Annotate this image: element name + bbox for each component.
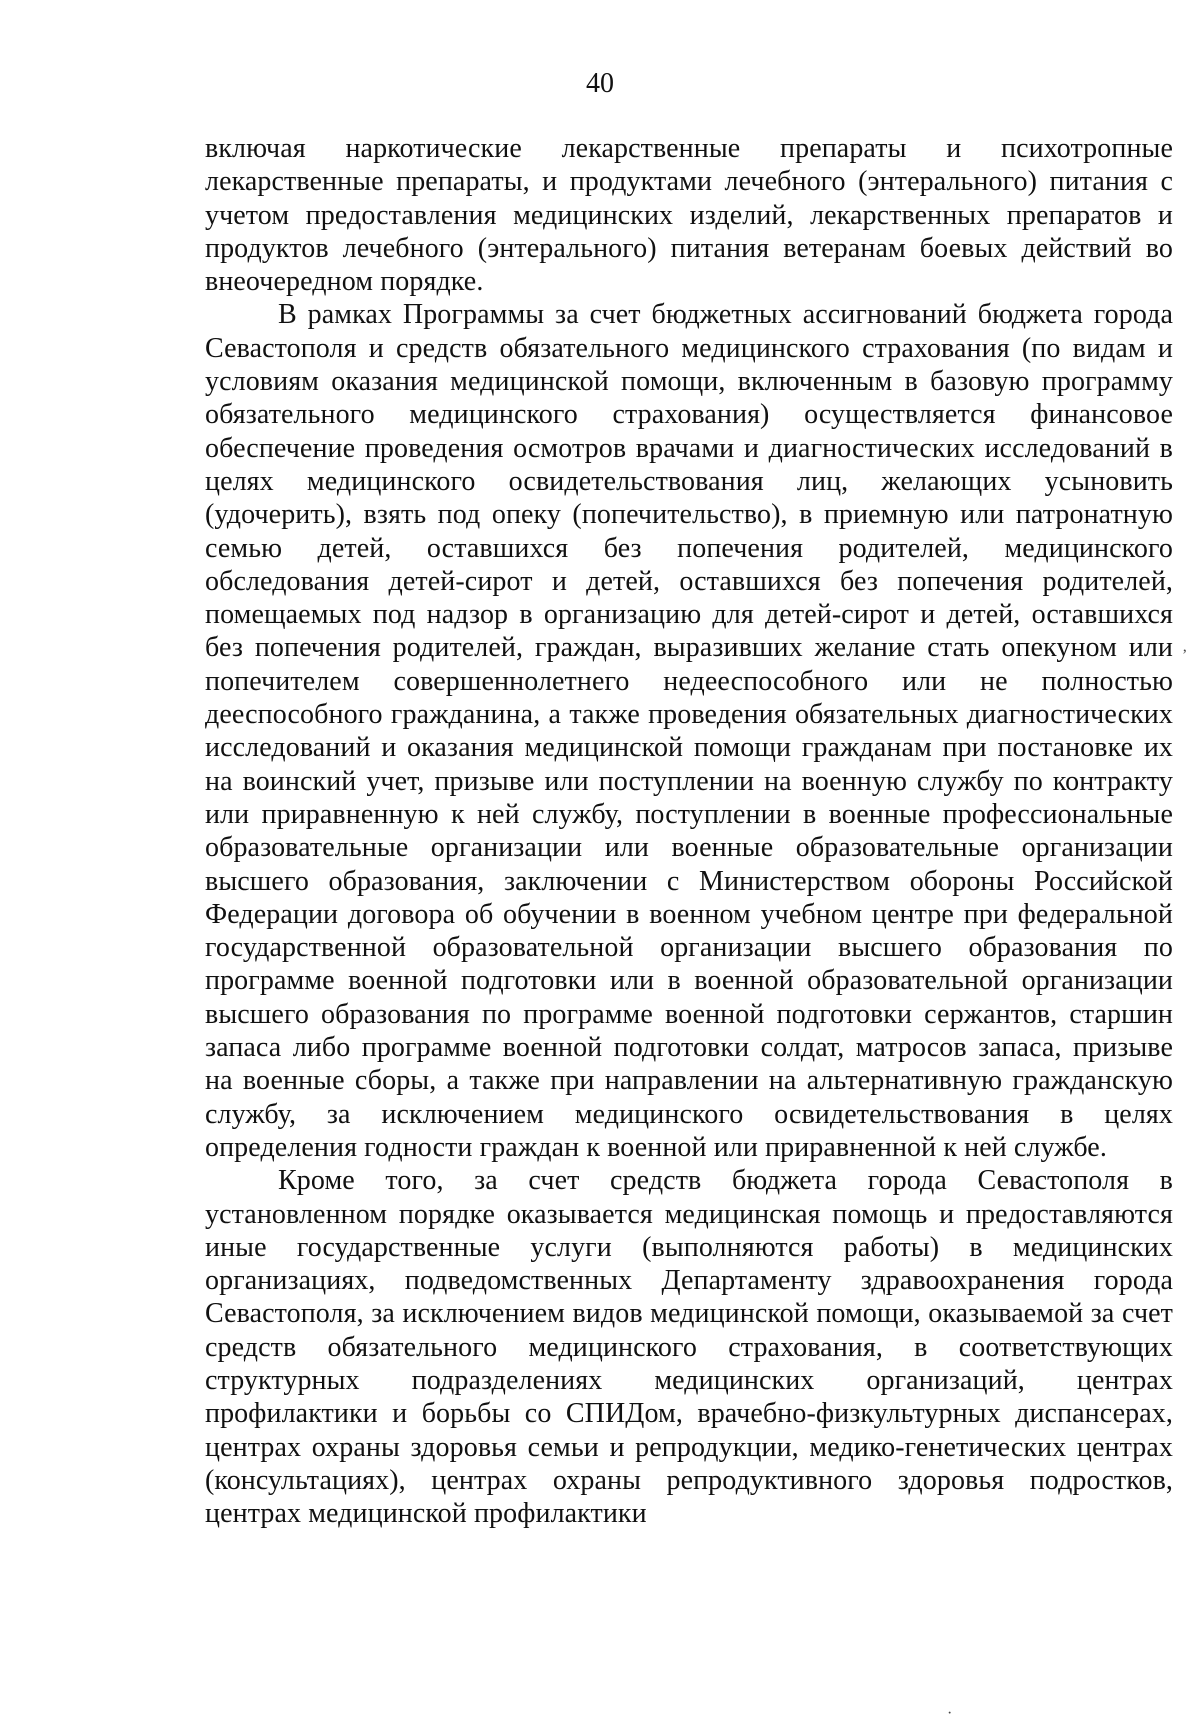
paragraph-city-budget: Кроме того, за счет средств бюджета города Севастополя в установленном порядке оказывается медицинская помощь и предоставляются иные государственные услуги (выполняются работы) в медицинских организациях, подведомственных Департаменту здравоохранения города Севастополя, за исключением видов медицинской помощи, оказываемой за счет средств обязательного медицинского страхования, в соответствующих структурных подразделениях медицинских организаций, центрах профилактики и борьбы со СПИДом, врачебно-физкультурных диспансерах, центрах охраны здоровья семьи и репродукции, медико-генетических центрах (консультациях), центрах охраны репродуктивного здоровья подростков, центрах медицинской профилактики [205, 1165, 1173, 1530]
paragraph-continuation: включая наркотические лекарственные препараты и психотропные лекарственные препараты, и продуктами лечебного (энтерального) питания с учетом предоставления медицинских изделий, лекарственных препаратов и продуктов лечебного (энтерального) питания ветеранам боевых действий во внеочередном порядке. [205, 133, 1173, 298]
page-number: 40 [586, 68, 614, 99]
document-body [205, 132, 1173, 1530]
scan-mark-bottom: · [947, 1705, 953, 1722]
scan-mark-side: ʼ [1182, 647, 1188, 664]
paragraph-program-financing: В рамках Программы за счет бюджетных ассигнований бюджета города Севастополя и средств обязательного медицинского страхования (по видам и условиям оказания медицинской помощи, включенным в базовую программу обязательного медицинского страхования) осуществляется финансовое обеспечение проведения осмотров врачами и диагностических исследований в целях медицинского освидетельствования лиц, желающих усыновить (удочерить), взять под опеку (попечительство), в приемную или патронатную семью детей, оставшихся без попечения родителей, медицинского обследования детей-сирот и детей, оставшихся без попечения родителей, помещаемых под надзор в организацию для детей-сирот и детей, оставшихся без попечения родителей, граждан, выразивших желание стать опекуном или попечителем совершеннолетнего недееспособного или не полностью дееспособного гражданина, а также проведения обязательных диагностических исследований и оказания медицинской помощи гражданам при постановке их на воинский учет, призыве или поступлении на военную службу по контракту или приравненную к ней службу, поступлении в военные профессиональные образовательные организации или военные образовательные организации высшего образования, заключении с Министерством обороны Российской Федерации договора об обучении в военном учебном центре при федеральной государственной образовательной организации высшего образования по программе военной подготовки или в военной образовательной организации высшего образования по программе военной подготовки сержантов, старшин запаса либо программе военной подготовки солдат, матросов запаса, призыве на военные сборы, а также при направлении на альтернативную гражданскую службу, за исключением медицинского освидетельствования в целях определения годности граждан к военной или приравненной к ней службе. [205, 299, 1173, 1163]
